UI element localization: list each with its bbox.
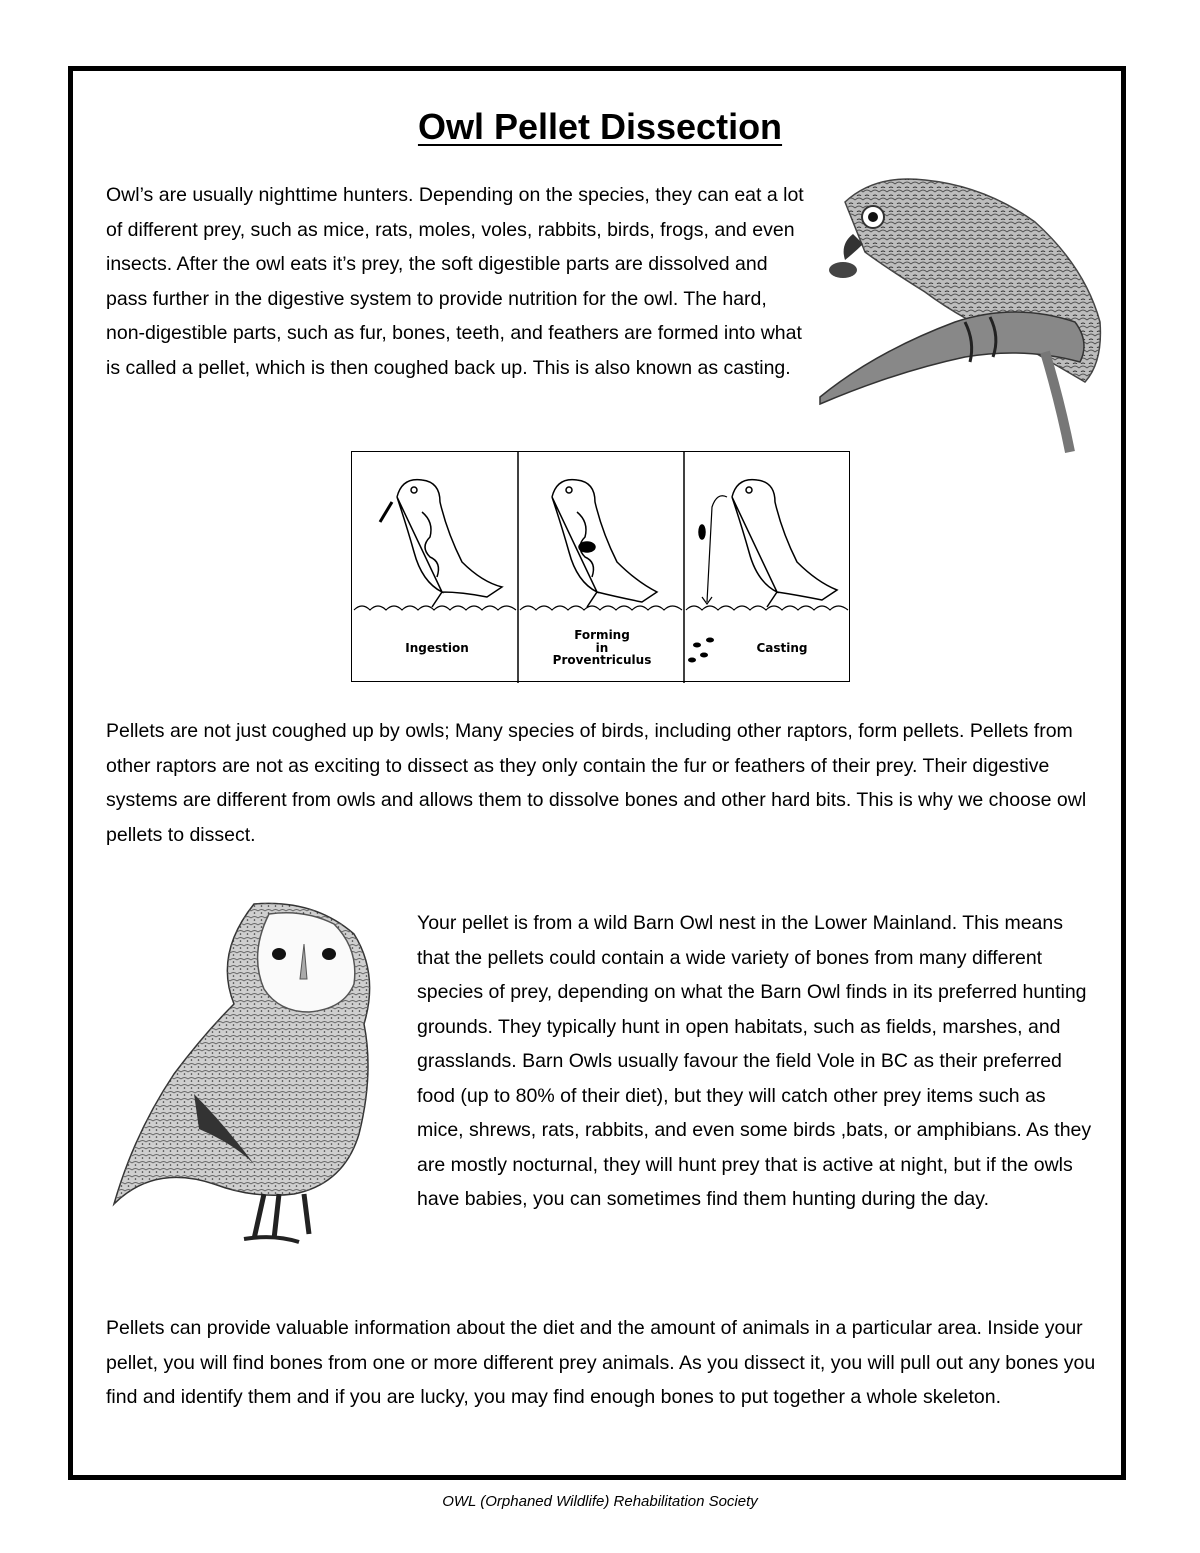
pellet-formation-diagram [351,451,850,682]
label-casting: Casting [756,641,808,655]
label-forming-line3: Proventriculus [552,653,652,667]
footer-credit: OWL (Orphaned Wildlife) Rehabilitation Society [442,1493,758,1510]
intro-paragraph: Owl’s are usually nighttime hunters. Depending on the species, they can eat a lot of different prey, such as mice, rats, moles, voles, rabbits, birds, frogs, and even insects. After the owl eats it’s prey, the soft digestible parts are dissolved and pass further in the digestive system to provide nutrition for the owl. The hard, non-digestible parts, such as fur, bones, teeth, and feathers are formed into what is called a pellet, which is then coughed back up. This is also known as casting. [106,184,804,379]
label-forming-line2: in [595,640,609,655]
owl-outline-casting [699,480,837,607]
page-title: Owl Pellet Dissection [417,106,783,147]
conclusion-paragraph: Pellets can provide valuable information about the diet and the amount of animals in a particular area. Inside your pellet, you will find bones from one or more different prey animals. As you dissect it, you will pull out any bones you find and identify them and if you are lucky, you may find enough bones to put together a whole skeleton. [106,1317,1096,1408]
perched-owl-illustration [815,172,1107,457]
label-ingestion: Ingestion [405,641,469,655]
label-forming [532,629,672,667]
owl-outline-ingestion [380,480,502,607]
label-forming-line1: Forming [574,628,630,642]
pellets-paragraph: Pellets are not just coughed up by owls; Many species of birds, including other raptors, form pellets. Pellets from other raptors are not as exciting to dissect as they only contain the fur or feathers of their prey. Their digestive systems are different from owls and allows them to dissolve bones and other hard bits. This is why we choose owl pellets to dissect. [106,720,1087,846]
barn-owl-illustration [104,894,390,1254]
owl-outline-forming [552,480,657,607]
barn-owl-paragraph: Your pellet is from a wild Barn Owl nest in the Lower Mainland. This means that the pellets could contain a wide variety of bones from many different species of prey, depending on what the Barn Owl finds in its preferred hunting grounds. They typically hunt in open habitats, such as fields, marshes, and grasslands. Barn Owls usually favour the field Vole in BC as their preferred food (up to 80% of their diet), but they will catch other prey items such as mice, shrews, rats, rabbits, and even some birds ,bats, or amphibians. As they are mostly nocturnal, they will hunt prey that is active at night, but if the owls have babies, you can sometimes find them hunting during the day. [417,912,1092,1210]
